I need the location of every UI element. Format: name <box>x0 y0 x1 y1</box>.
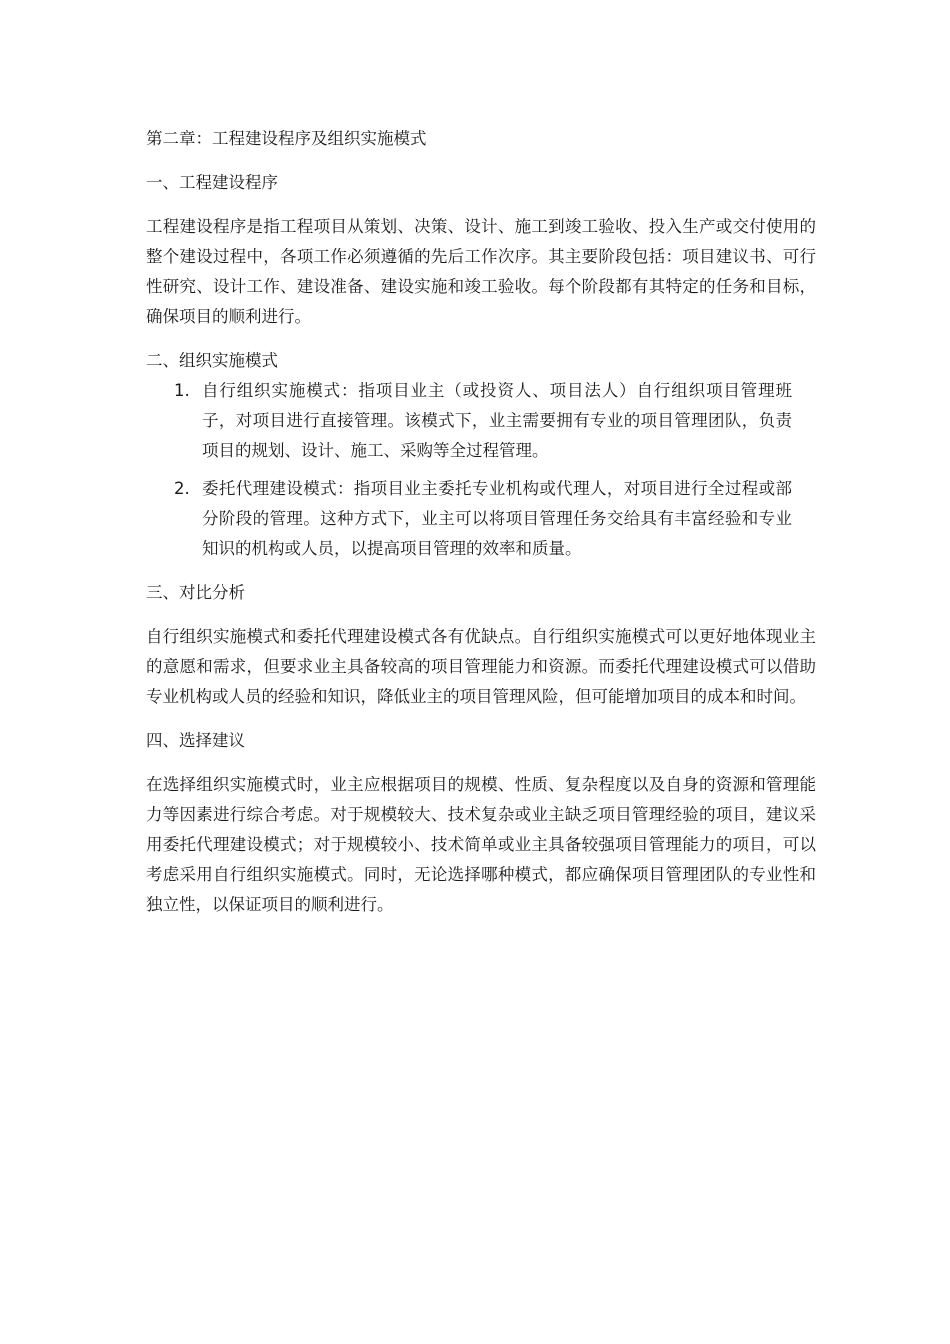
section1-paragraph: 工程建设程序是指工程项目从策划、决策、设计、施工到竣工验收、投入生产或交付使用的整个建设过程中，各项工作必须遵循的先后工作次序。其主要阶段包括：项目建议书、可行性研究、设计工作、建设准备、建设实施和竣工验收。每个阶段都有其特定的任务和目标，确保项目的顺利进行。 <box>146 217 816 326</box>
list-item-text: 自行组织实施模式：指项目业主（或投资人、项目法人）自行组织项目管理班子，对项目进行直接管理。该模式下，业主需要拥有专业的项目管理团队，负责项目的规划、设计、施工、采购等全过程管理。 <box>202 381 792 460</box>
list-item <box>146 376 816 466</box>
section4-heading: 四、选择建议 <box>146 731 245 750</box>
list-item-number: 2. <box>174 479 190 498</box>
section1-heading: 一、工程建设程序 <box>146 173 278 192</box>
numbered-list <box>146 376 816 564</box>
document-page <box>146 124 816 934</box>
section2-heading: 二、组织实施模式 <box>146 351 278 370</box>
list-item-text: 委托代理建设模式：指项目业主委托专业机构或代理人，对项目进行全过程或部分阶段的管理。这种方式下，业主可以将项目管理任务交给具有丰富经验和专业知识的机构或人员，以提高项目管理的效率和质量。 <box>202 479 792 558</box>
section4-paragraph: 在选择组织实施模式时，业主应根据项目的规模、性质、复杂程度以及自身的资源和管理能力等因素进行综合考虑。对于规模较大、技术复杂或业主缺乏项目管理经验的项目，建议采用委托代理建设模式；对于规模较小、技术简单或业主具备较强项目管理能力的项目，可以考虑采用自行组织实施模式。同时，无论选择哪种模式，都应确保项目管理团队的专业性和独立性，以保证项目的顺利进行。 <box>146 775 816 914</box>
list-item <box>146 474 816 564</box>
list-item-number: 1. <box>174 381 190 400</box>
chapter-title: 第二章：工程建设程序及组织实施模式 <box>146 129 427 148</box>
section3-heading: 三、对比分析 <box>146 583 245 602</box>
section3-paragraph: 自行组织实施模式和委托代理建设模式各有优缺点。自行组织实施模式可以更好地体现业主的意愿和需求，但要求业主具备较高的项目管理能力和资源。而委托代理建设模式可以借助专业机构或人员的经验和知识，降低业主的项目管理风险，但可能增加项目的成本和时间。 <box>146 627 816 706</box>
